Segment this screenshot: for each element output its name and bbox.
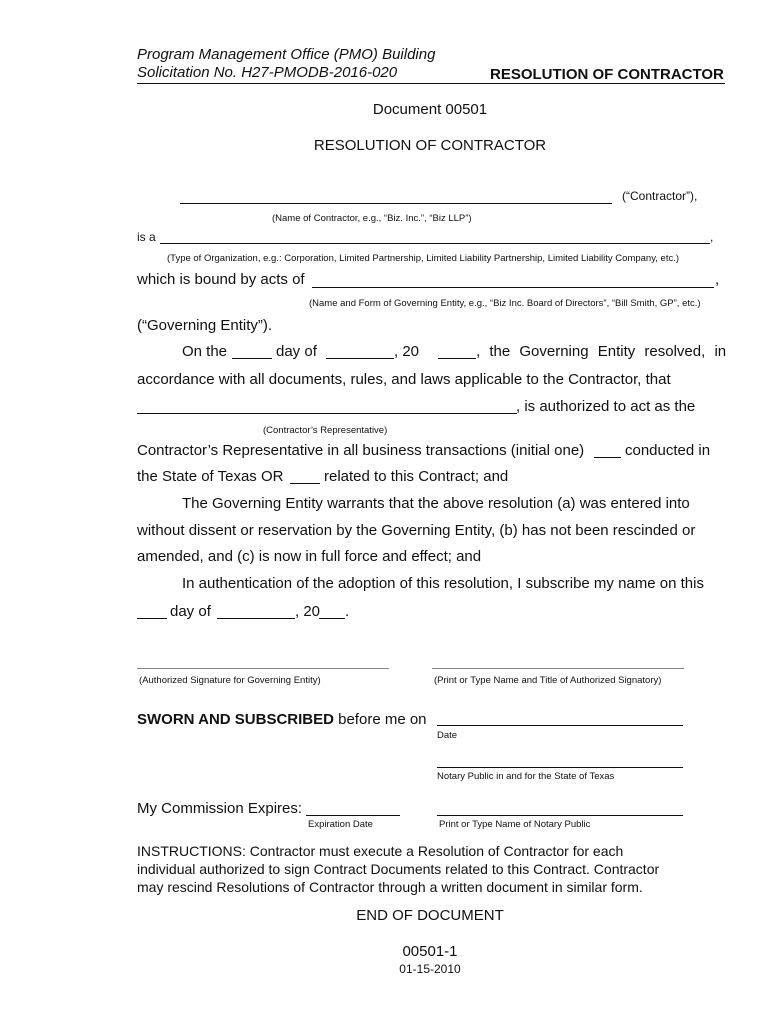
representative-hint: (Contractor’s Representative) — [263, 425, 388, 436]
bound-label: which is bound by acts of — [137, 271, 305, 288]
resolution-month-field[interactable] — [326, 358, 394, 359]
authorized-signature-field[interactable] — [137, 668, 389, 669]
representative-field[interactable] — [137, 413, 517, 414]
sworn-bold: SWORN AND SUBSCRIBED — [137, 711, 334, 728]
warrants-line-1: The Governing Entity warrants that the above resolution (a) was entered into — [182, 495, 690, 512]
entity-hint: (Name and Form of Governing Entity, e.g., “Biz Inc. Board of Directors”, “Bill Smith, GP”, etc.) — [309, 298, 701, 309]
resolution-day-field[interactable] — [232, 358, 272, 359]
conducted-in-text: conducted in — [625, 442, 711, 459]
header-line-1: Program Management Office (PMO) Building — [137, 46, 436, 63]
texas-text: the State of Texas OR — [137, 468, 284, 485]
subscribe-period: . — [345, 603, 350, 620]
document-title: RESOLUTION OF CONTRACTOR — [313, 137, 547, 154]
resolved-text: , the Governing Entity resolved, in — [476, 343, 727, 360]
instructions-line-2: individual authorized to sign Contract Documents related to this Contract. Contractor — [137, 861, 660, 877]
accordance-text: accordance with all documents, rules, and laws applicable to the Contractor, that — [137, 371, 671, 388]
rep-line-text: Contractor’s Representative in all business transactions (initial one) — [137, 442, 585, 459]
expiration-label: Expiration Date — [308, 819, 373, 830]
related-contract-text: related to this Contract; and — [324, 468, 509, 485]
header-rule — [137, 83, 725, 84]
subscribe-day-field[interactable] — [137, 618, 167, 619]
is-a-label: is a — [137, 230, 156, 244]
contractor-suffix: (“Contractor”), — [622, 189, 698, 203]
instructions-line-3: may rescind Resolutions of Contractor through a written document in similar form. — [137, 879, 643, 895]
contractor-hint: (Name of Contractor, e.g., “Biz. Inc.”, “Biz LLP”) — [272, 213, 472, 224]
governing-entity-field[interactable] — [312, 287, 714, 288]
footer-date: 01-15-2010 — [399, 962, 461, 976]
subscribe-month-field[interactable] — [217, 618, 295, 619]
authentication-text: In authentication of the adoption of this resolution, I subscribe my name on this — [182, 575, 704, 592]
initial-this-contract-field[interactable] — [290, 483, 320, 484]
notary-label: Notary Public in and for the State of Texas — [437, 771, 615, 782]
day-of-label: day of — [276, 343, 317, 360]
commission-text: My Commission Expires: — [137, 800, 303, 817]
header-line-2: Solicitation No. H27-PMODB-2016-020 — [137, 64, 398, 81]
organization-type-field[interactable] — [160, 243, 710, 244]
subscribe-year-prefix: , 20 — [295, 603, 321, 620]
on-the-label: On the — [182, 343, 228, 360]
instructions-line-1: INSTRUCTIONS: Contractor must execute a Resolution of Contractor for each — [137, 843, 624, 859]
contractor-name-field[interactable] — [180, 203, 612, 204]
subscribe-year-field[interactable] — [319, 618, 345, 619]
sworn-text — [137, 711, 427, 728]
year-prefix: , 20 — [394, 343, 420, 360]
bound-comma: , — [715, 271, 720, 288]
initial-all-transactions-field[interactable] — [594, 457, 621, 458]
warrants-line-3: amended, and (c) is now in full force and effect; and — [137, 548, 482, 565]
expiration-date-field[interactable] — [306, 815, 400, 816]
date-label: Date — [437, 730, 458, 741]
signatory-name-label: (Print or Type Name and Title of Authorized Signatory) — [434, 675, 662, 686]
sworn-rest: before me on — [338, 711, 427, 728]
authorized-signature-label: (Authorized Signature for Governing Entity) — [139, 675, 321, 686]
document-number: Document 00501 — [372, 101, 488, 118]
subscribe-day-of: day of — [170, 603, 211, 620]
signatory-name-field[interactable] — [432, 668, 684, 669]
notary-signature-field[interactable] — [437, 767, 683, 768]
resolution-year-field[interactable] — [438, 358, 476, 359]
header-right-title: RESOLUTION OF CONTRACTOR — [490, 66, 724, 83]
org-type-hint: (Type of Organization, e.g.: Corporation, Limited Partnership, Limited Liability Partnership, Limited Liability Company, etc.) — [167, 253, 680, 264]
governing-entity-label: (“Governing Entity”). — [137, 317, 273, 334]
is-a-comma: , — [710, 230, 714, 244]
authorized-text: , is authorized to act as the — [516, 398, 696, 415]
warrants-line-2: without dissent or reservation by the Governing Entity, (b) has not been rescinded or — [137, 522, 696, 539]
end-of-document: END OF DOCUMENT — [356, 907, 504, 924]
notary-name-field[interactable] — [437, 815, 683, 816]
footer-page-number: 00501-1 — [402, 943, 458, 960]
notary-name-label: Print or Type Name of Notary Public — [439, 819, 591, 830]
sworn-date-field[interactable] — [437, 725, 683, 726]
